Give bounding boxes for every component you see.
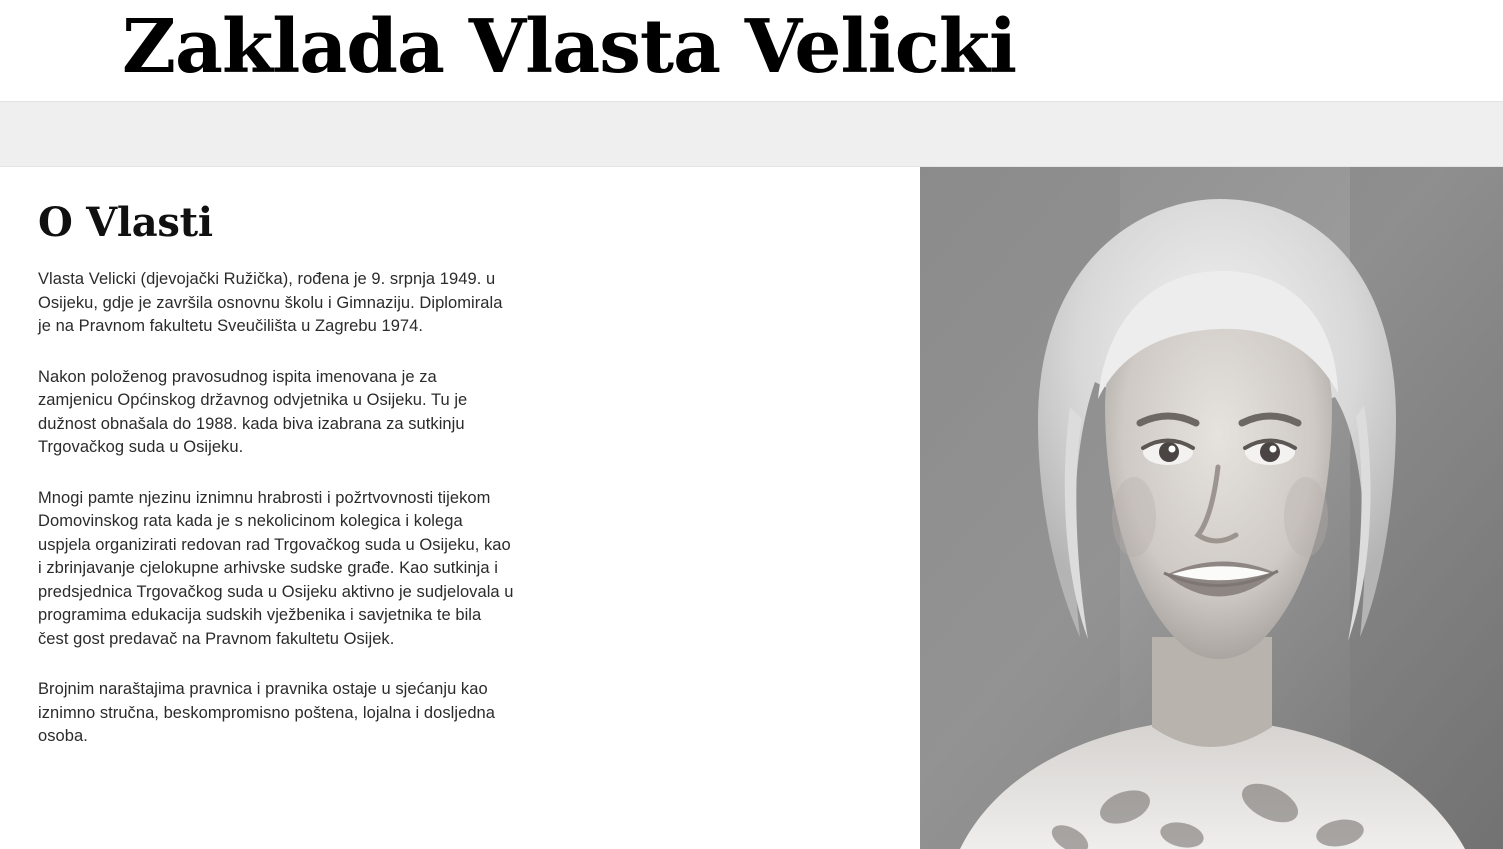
- portrait-photo: [920, 167, 1503, 849]
- body-paragraph: Nakon položenog pravosudnog ispita imenovana je za zamjenicu Općinskog državnog odvjetnika u Osijeku. Tu je dužnost obnašala do 1988. kada biva izabrana za sutkinju Trgovačkog suda u Osijeku.: [38, 367, 468, 456]
- site-header: [0, 0, 1503, 101]
- content-area: [0, 167, 1503, 849]
- site-title: Zaklada Vlasta Velicki: [122, 3, 1017, 90]
- portrait-photo-icon: [920, 167, 1503, 849]
- body-paragraph: Brojnim naraštajima pravnica i pravnika ostaje u sjećanju kao iznimno stručna, beskompromisno poštena, lojalna i dosljedna osoba.: [38, 680, 495, 745]
- body-paragraph: Mnogi pamte njezinu iznimnu hrabrosti i požrtvovnosti tijekom Domovinskog rata kada je s nekolicinom kolegica i kolega uspjela organizirati redovan rad Trgovačkog suda u Osijeku, kao i zbrinjavanje cjelokupne arhivske sudske građe. Kao sutkinja i predsjednica Trgovačkog suda u Osijeku aktivno je sudjelovala u programima edukacija sudskih vježbenika i savjetnika te bila čest gost predavač na Pravnom fakultetu Osijek.: [38, 488, 514, 648]
- nav-band[interactable]: [0, 101, 1503, 167]
- article-text-column: [0, 167, 920, 849]
- page-title: O Vlasti: [38, 199, 213, 246]
- body-paragraph: Vlasta Velicki (djevojački Ružička), rođena je 9. srpnja 1949. u Osijeku, gdje je završila osnovnu školu i Gimnaziju. Diplomirala je na Pravnom fakultetu Sveučilišta u Zagrebu 1974.: [38, 270, 503, 335]
